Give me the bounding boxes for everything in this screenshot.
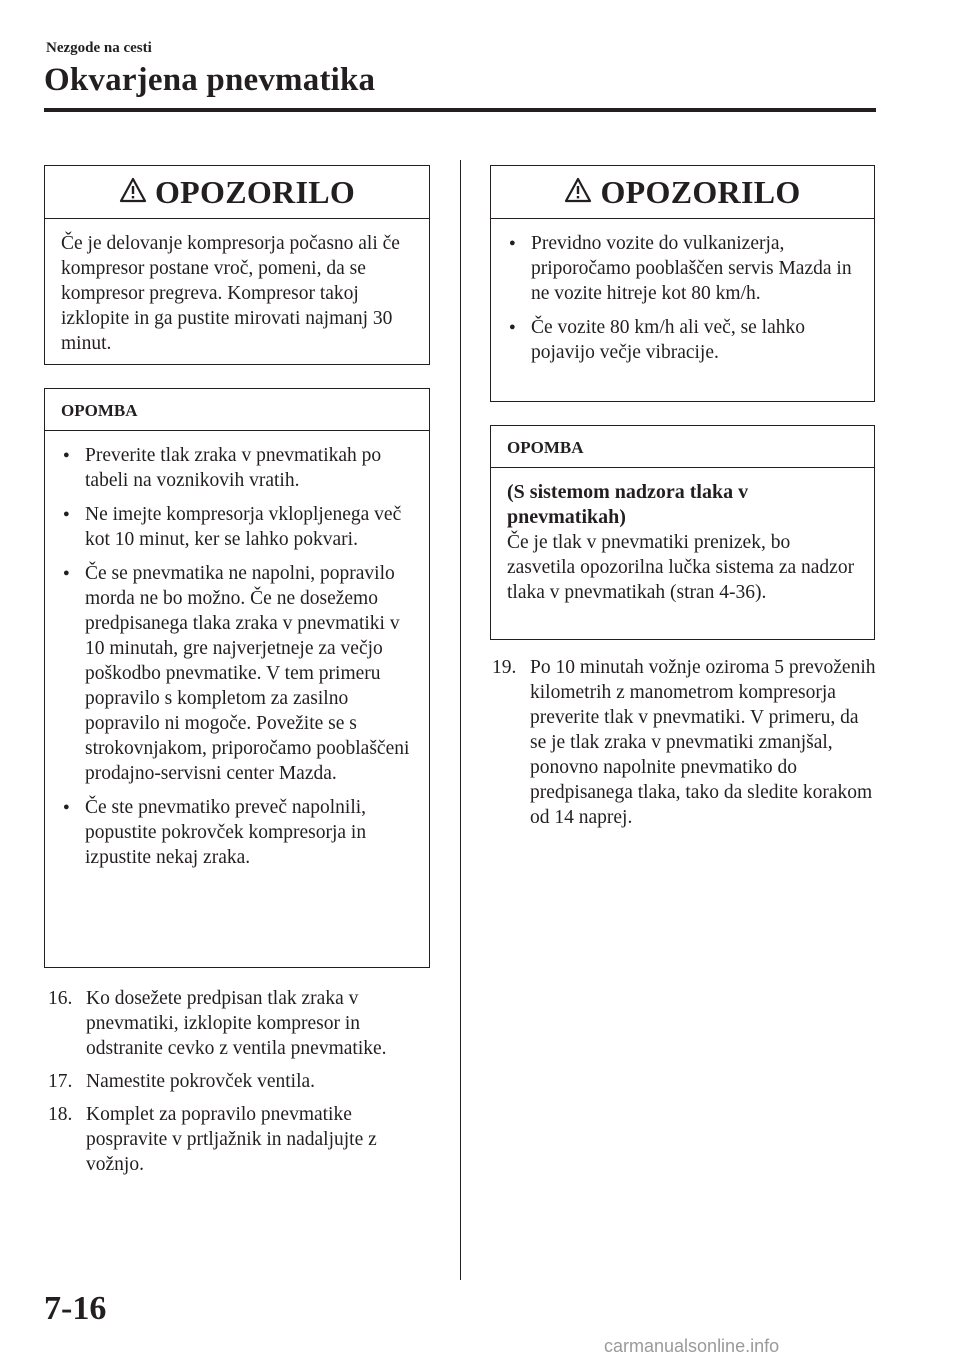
page-title: Okvarjena pnevmatika <box>44 62 376 98</box>
warning-box-right <box>490 165 875 402</box>
warning-heading: OPOZORILO <box>600 173 801 210</box>
step-text: Po 10 minutah vožnje oziroma 5 prevoženih kilometrih z manometrom kompresorja preverite tlak v pnevmatiki. V primeru, da se je tlak zraka v pnevmatiki zmanjšal, ponovno napolnite pnevmatiko do predpisanega tlaka, tako da sledite korakom od 14 naprej. <box>530 657 876 828</box>
list-item: ● Če ste pnevmatiko preveč napolnili, popustite pokrovček kompresorja in izpustite nekaj zraka. <box>61 795 413 870</box>
note-subheading: (S sistemom nadzora tlaka v pnevmatikah) <box>507 481 749 528</box>
list-item: ● Previdno vozite do vulkanizerja, priporočamo pooblaščen servis Mazda in ne vozite hitreje kot 80 km/h. <box>507 231 858 306</box>
warning-triangle-icon <box>119 177 147 203</box>
list-item: ● Preverite tlak zraka v pnevmatikah po tabeli na voznikovih vratih. <box>61 443 413 493</box>
steps-left <box>48 986 432 1185</box>
section-label: Nezgode na cesti <box>46 40 152 56</box>
step-text: Ko dosežete predpisan tlak zraka v pnevmatiki, izklopite kompresor in odstranite cevko z ventila pnevmatike. <box>86 988 387 1059</box>
list-item: ● Ne imejte kompresorja vklopljenega več kot 10 minut, ker se lahko pokvari. <box>61 502 413 552</box>
note-heading: OPOMBA <box>491 426 874 468</box>
column-divider <box>460 160 461 1280</box>
step-number: 19. <box>492 657 517 678</box>
note-list <box>61 443 413 870</box>
note-text: Če je tlak v pnevmatiki prenizek, bo zasvetila opozorilna lučka sistema za nadzor tlaka v pnevmatikah (stran 4-36). <box>507 532 855 603</box>
warning-list <box>507 231 858 365</box>
warning-heading: OPOZORILO <box>154 173 356 210</box>
steps-right <box>492 655 878 838</box>
list-item: ● Če vozite 80 km/h ali več, se lahko pojavijo večje vibracije. <box>507 315 858 365</box>
list-item: ● Če se pnevmatika ne napolni, popravilo morda ne bo možno. Če ne dosežemo predpisanega tlaka zraka v pnevmatiki v 10 minutah, gre najverjetneje za večjo poškodbo pnevmatike. V tem primeru popravilo s kompletom za zasilno popravilo ni mogoče. Povežite se s strokovnjakom, priporočamo pooblaščeni prodajno-servisni center Mazda. <box>61 561 413 786</box>
step-number: 16. <box>48 988 73 1009</box>
step-item <box>48 1102 432 1177</box>
note-box-left <box>44 388 430 968</box>
warning-text: Če je delovanje kompresorja počasno ali če kompresor postane vroč, pomeni, da se kompresor pregreva. Kompresor takoj izklopite in ga pustite mirovati najmanj 30 minut. <box>61 233 400 354</box>
step-text: Namestite pokrovček ventila. <box>86 1071 316 1092</box>
warning-box-left <box>44 165 430 365</box>
warning-header <box>45 166 429 219</box>
step-number: 17. <box>48 1071 73 1092</box>
title-rule <box>44 108 876 112</box>
step-item <box>48 986 432 1061</box>
step-item <box>48 1069 432 1094</box>
footer-watermark: carmanualsonline.info <box>604 1336 780 1356</box>
step-number: 18. <box>48 1104 73 1125</box>
warning-header <box>491 166 874 219</box>
step-text: Komplet za popravilo pnevmatike pospravite v prtljažnik in nadaljujte z vožnjo. <box>86 1104 377 1175</box>
warning-triangle-icon <box>564 177 592 203</box>
page-number: 7-16 <box>44 1290 107 1327</box>
note-heading: OPOMBA <box>45 389 429 431</box>
step-item <box>492 655 878 830</box>
note-box-right <box>490 425 875 640</box>
